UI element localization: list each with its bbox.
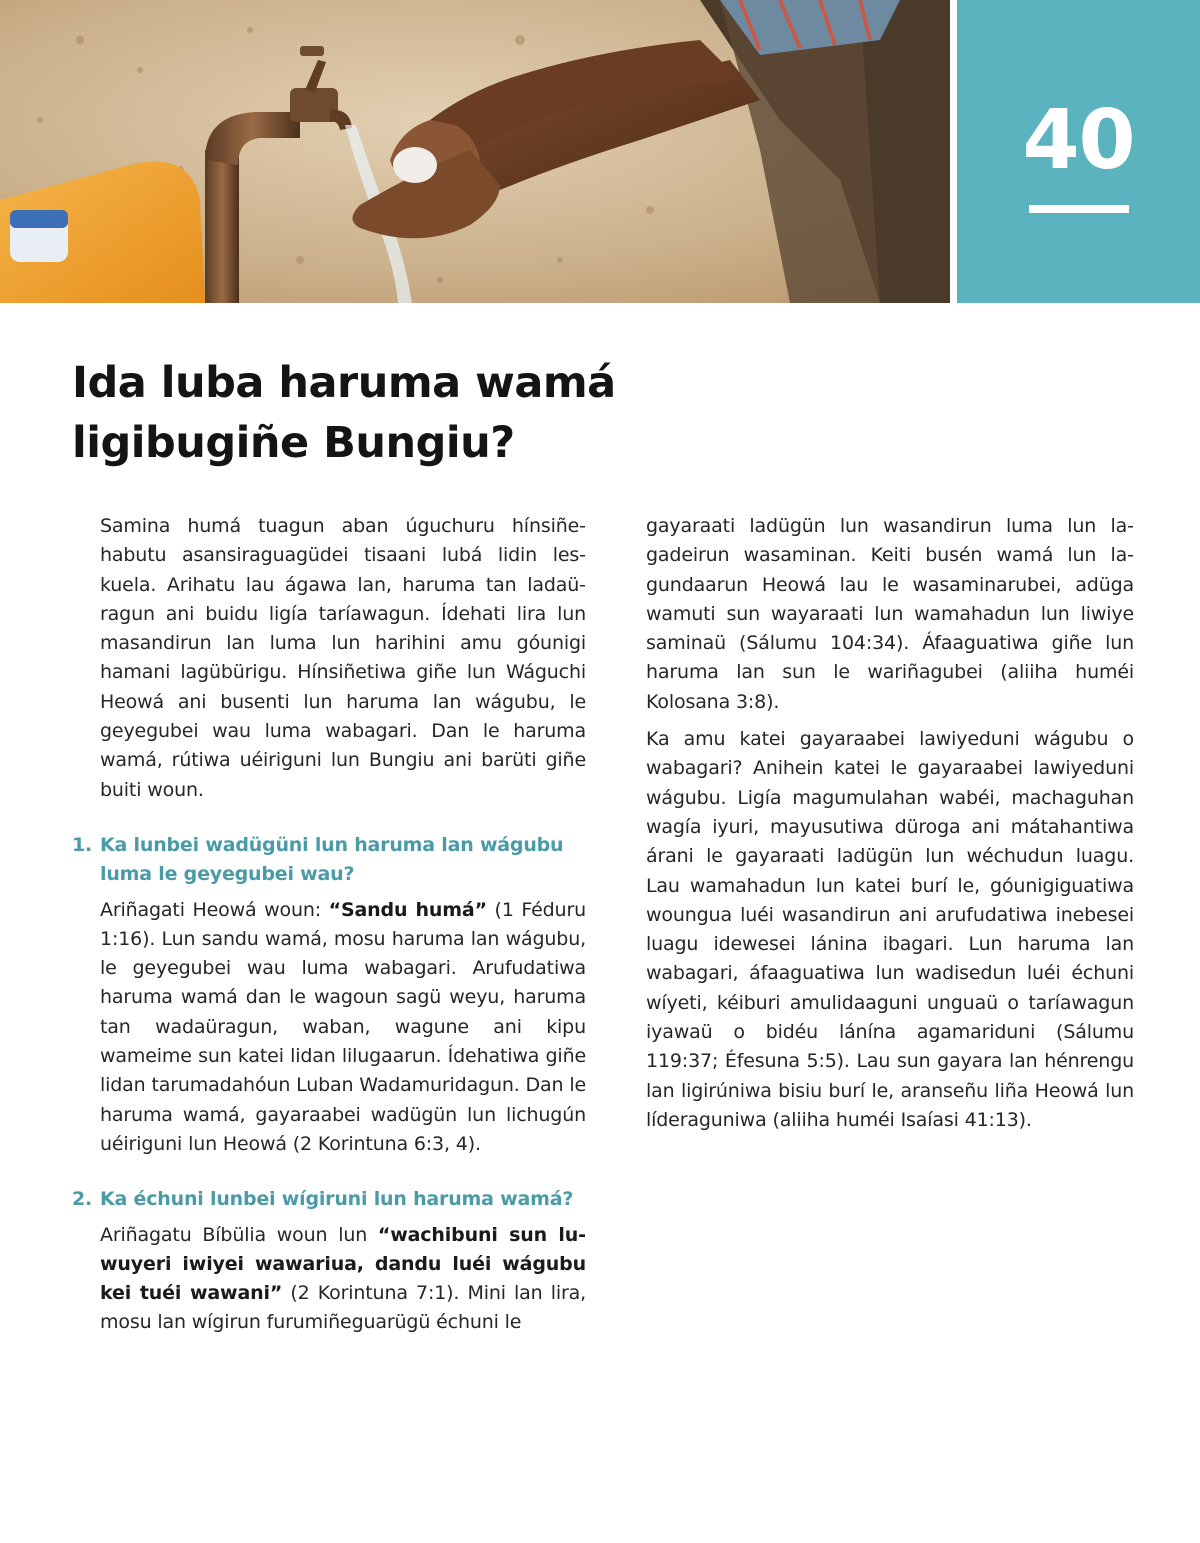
question-2-heading	[72, 1185, 586, 1214]
page-title	[72, 353, 692, 473]
page-title-line-1: Ida luba haruma wamá	[72, 358, 616, 408]
question-1-heading	[72, 831, 586, 890]
question-2-number: 2.	[72, 1188, 93, 1211]
question-1-paragraph	[100, 896, 586, 1160]
right-paragraph-2: Ka amu katei gayaraabei lawiyeduni wágubu o wabagari? Anihein katei le gayaraabei lawiyeduni wágubu. Ligía magumulahan wabéi, machaguhan wagía iyuri, mayusutiwa düroga ani mátahantiwa árani le gayaraati ladügün lun wéchudun luagu. Lau wamahadun lun katei burí le, góunigiguatiwa woungua luéi wasandirun ani arufudatiwa inebesei luagu idewesei lánina ibagari. Lun haruma lan wabagari, áfaaguatiwa lun wadisedun luéi échuni wíyeti, kéiburi amulidaaguni unguaü o taríawagun iyawaü o bidéu lánína agamariduni (Sálumu 119:37; Éfesuna 5:5). Lau sun gayara lan hénrengu lan ligirúniwa bisiu burí le, aranseñu liña Heowá lun líderaguniwa (aliiha huméi Isaíasi 41:13).	[646, 728, 1134, 1131]
lesson-number: 40	[1022, 93, 1135, 188]
left-column	[72, 512, 587, 1346]
question-1-text: Ka lunbei wadügüni lun haruma lan wágubu luma le geyegubei wau?	[100, 833, 564, 886]
lesson-number-underline	[1029, 205, 1129, 213]
page-title-line-2: ligibugiñe Bungiu?	[72, 418, 515, 468]
question-1-paragraph-body: (1 Féduru 1:16). Lun sandu wamá, mosu haruma lan wágubu, le geyegubei wau luma wabagari. Arufudatiwa haruma wamá dan le wagoun sagü weyu, haruma tan wadaüragun, waban, wagune ani kipu wameime sun katei lidan lilugaarun. Ídehatiwa giñe lidan tarumadahóun Luban Wadamuridagun. Dan le haruma wamá, gayaraabei wadügün lun lichugún uéiriguni lun Heowá (2 Korintuna 6:3, 4).	[100, 898, 586, 1155]
lesson-number-box	[957, 0, 1200, 303]
question-1-scripture-quote: “Sandu humá”	[328, 898, 487, 921]
question-1-number: 1.	[72, 833, 93, 856]
right-paragraph-1: gayaraati ladügün lun wasandirun luma lun lagadeirun wasaminan. Keiti busén wamá lun lagundaarun Heowá lau le wasaminarubei, adüga wamuti sun wayaraati lun wamahadun lun liwiye saminaü (Sálumu 104:34). Áfaaguatiwa giñe lun haruma lan sun le wariñagubei (aliiha huméi Kolosana 3:8).	[646, 515, 1134, 713]
question-2-paragraph-body: (2 Korintuna 7:1). Mini lan lira, mosu lan wígirun furumiñeguarügü échuni le	[100, 1282, 587, 1334]
header-photo	[0, 0, 950, 303]
question-2-paragraph	[100, 1221, 586, 1338]
right-column	[646, 512, 1134, 1143]
question-1-paragraph-lead: Ariñagati Heowá woun:	[100, 898, 329, 921]
question-2-scripture-quote: “wachibuni sun luwuyeri iwiyei wawariua, dandu luéi wágubu kei tuéi wawani”	[100, 1223, 586, 1305]
hands-washing-photo-icon	[0, 0, 950, 303]
question-2-text: Ka échuni lunbei wígiruni lun haruma wamá?	[100, 1188, 574, 1211]
question-2-paragraph-lead: Ariñagatu Bíbülia woun lun	[100, 1223, 378, 1246]
intro-paragraph: Samina humá tuagun aban úguchuru hínsiñehabutu asansiraguagüdei tisaani lubá lidin leskuela. Arihatu lau ágawa lan, haruma tan ladaüragun ani buidu ligía taríawagun. Ídehati lira lun masandirun lan luma lun harihini amu góunigi hamani lagübürigu. Hínsiñetiwa giñe lun Wáguchi Heowá ani busenti lun haruma lan wágubu, le geyegubei wau luma wabagari. Dan le haruma wamá, rútiwa uéiriguni lun Bungiu ani barüti giñe buiti woun.	[100, 515, 586, 801]
